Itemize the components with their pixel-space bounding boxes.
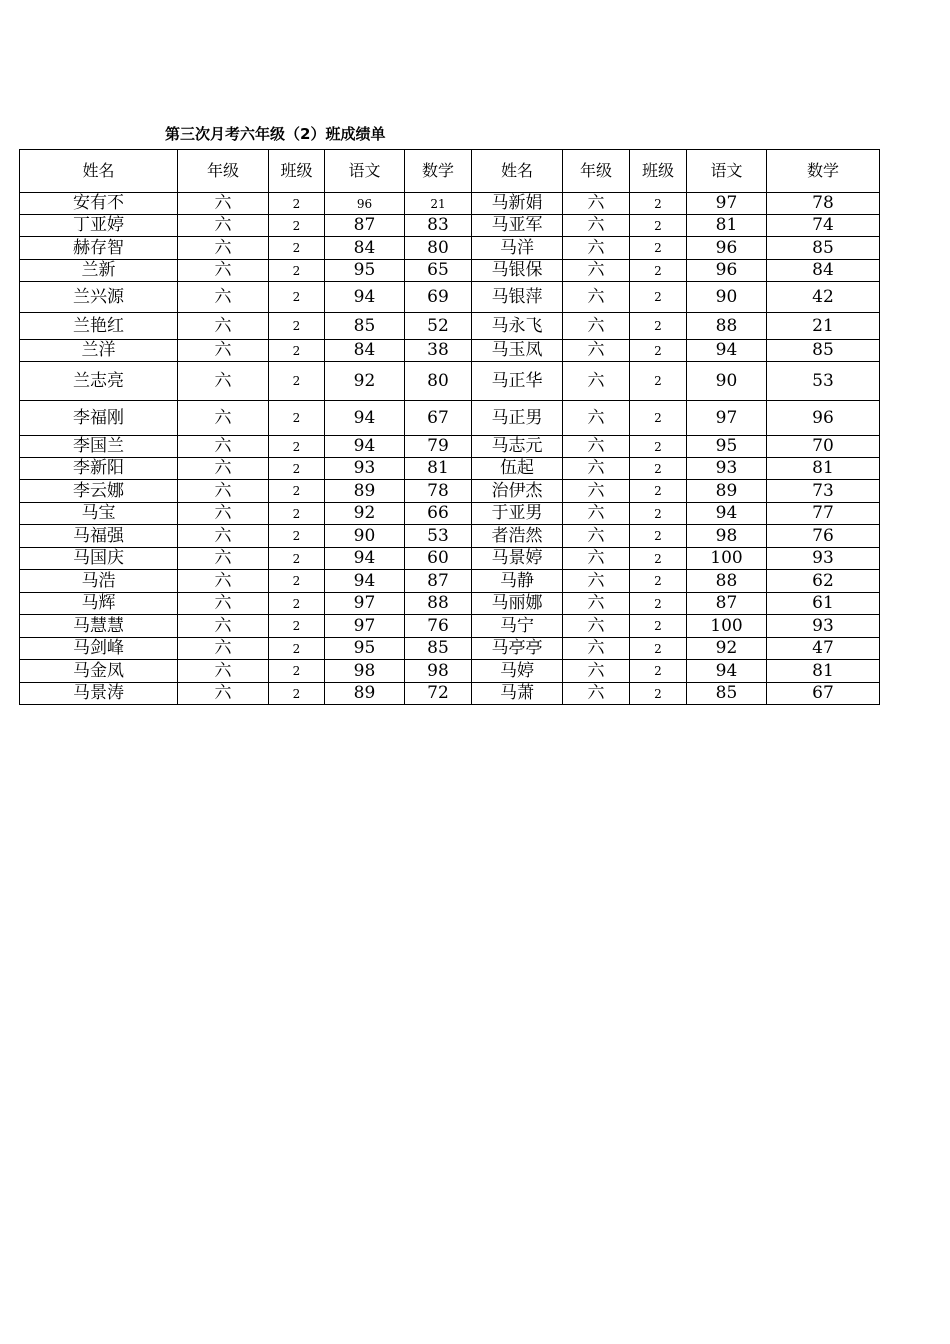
cell-name-right: 马志元 xyxy=(472,436,563,458)
table-row xyxy=(20,548,880,570)
header-grade-right: 年级 xyxy=(563,150,630,193)
table-row xyxy=(20,615,880,638)
table-row xyxy=(20,237,880,260)
cell-class-right: 2 xyxy=(630,638,687,660)
cell-math-right: 93 xyxy=(767,615,880,638)
document-title: 第三次月考六年级（2）班成绩单 xyxy=(165,125,386,143)
cell-class-left: 2 xyxy=(269,193,325,215)
cell-class-left: 2 xyxy=(269,237,325,260)
cell-math-left: 66 xyxy=(405,503,472,525)
cell-chinese-right: 88 xyxy=(687,313,767,340)
cell-chinese-left: 90 xyxy=(325,525,405,548)
cell-grade-right: 六 xyxy=(563,570,630,593)
cell-name-right: 马宁 xyxy=(472,615,563,638)
cell-class-left: 2 xyxy=(269,362,325,401)
cell-class-right: 2 xyxy=(630,683,687,705)
cell-class-left: 2 xyxy=(269,548,325,570)
cell-math-left: 52 xyxy=(405,313,472,340)
cell-class-left: 2 xyxy=(269,615,325,638)
cell-name-left: 李新阳 xyxy=(20,458,178,480)
cell-class-left: 2 xyxy=(269,401,325,436)
cell-grade-left: 六 xyxy=(178,215,269,237)
table-row xyxy=(20,260,880,282)
cell-grade-right: 六 xyxy=(563,615,630,638)
cell-grade-right: 六 xyxy=(563,340,630,362)
cell-grade-left: 六 xyxy=(178,683,269,705)
cell-chinese-left: 89 xyxy=(325,480,405,503)
cell-math-right: 21 xyxy=(767,313,880,340)
cell-name-right: 治伊杰 xyxy=(472,480,563,503)
table-row xyxy=(20,503,880,525)
cell-name-left: 兰志亮 xyxy=(20,362,178,401)
cell-name-right: 马玉凤 xyxy=(472,340,563,362)
cell-grade-left: 六 xyxy=(178,436,269,458)
cell-chinese-left: 94 xyxy=(325,436,405,458)
cell-chinese-right: 95 xyxy=(687,436,767,458)
cell-class-left: 2 xyxy=(269,458,325,480)
cell-name-left: 马宝 xyxy=(20,503,178,525)
cell-grade-right: 六 xyxy=(563,436,630,458)
cell-chinese-left: 92 xyxy=(325,503,405,525)
cell-chinese-left: 94 xyxy=(325,548,405,570)
cell-grade-right: 六 xyxy=(563,282,630,313)
cell-math-right: 74 xyxy=(767,215,880,237)
cell-grade-left: 六 xyxy=(178,458,269,480)
cell-name-right: 马新娟 xyxy=(472,193,563,215)
cell-chinese-right: 97 xyxy=(687,401,767,436)
cell-name-right: 马银保 xyxy=(472,260,563,282)
cell-class-left: 2 xyxy=(269,260,325,282)
cell-name-left: 兰兴源 xyxy=(20,282,178,313)
cell-chinese-left: 89 xyxy=(325,683,405,705)
header-class-right: 班级 xyxy=(630,150,687,193)
cell-math-left: 81 xyxy=(405,458,472,480)
cell-math-left: 38 xyxy=(405,340,472,362)
cell-grade-right: 六 xyxy=(563,683,630,705)
cell-chinese-right: 100 xyxy=(687,548,767,570)
cell-name-left: 赫存智 xyxy=(20,237,178,260)
cell-name-right: 马正华 xyxy=(472,362,563,401)
cell-chinese-right: 94 xyxy=(687,503,767,525)
cell-grade-left: 六 xyxy=(178,570,269,593)
cell-grade-right: 六 xyxy=(563,401,630,436)
cell-grade-right: 六 xyxy=(563,193,630,215)
header-chinese-right: 语文 xyxy=(687,150,767,193)
cell-chinese-left: 92 xyxy=(325,362,405,401)
cell-math-right: 53 xyxy=(767,362,880,401)
cell-class-left: 2 xyxy=(269,340,325,362)
cell-grade-left: 六 xyxy=(178,548,269,570)
cell-grade-left: 六 xyxy=(178,638,269,660)
cell-name-right: 马永飞 xyxy=(472,313,563,340)
cell-chinese-left: 95 xyxy=(325,638,405,660)
cell-name-right: 马亭亭 xyxy=(472,638,563,660)
cell-chinese-right: 90 xyxy=(687,282,767,313)
table-row xyxy=(20,313,880,340)
table-row xyxy=(20,458,880,480)
cell-grade-left: 六 xyxy=(178,340,269,362)
cell-chinese-left: 97 xyxy=(325,615,405,638)
cell-name-left: 兰新 xyxy=(20,260,178,282)
cell-math-left: 78 xyxy=(405,480,472,503)
cell-class-right: 2 xyxy=(630,458,687,480)
header-row xyxy=(20,150,880,193)
table-row xyxy=(20,683,880,705)
cell-class-left: 2 xyxy=(269,525,325,548)
cell-name-left: 马慧慧 xyxy=(20,615,178,638)
cell-name-left: 马剑峰 xyxy=(20,638,178,660)
cell-math-left: 60 xyxy=(405,548,472,570)
table-row xyxy=(20,362,880,401)
cell-math-right: 76 xyxy=(767,525,880,548)
cell-math-right: 77 xyxy=(767,503,880,525)
cell-grade-right: 六 xyxy=(563,458,630,480)
cell-class-right: 2 xyxy=(630,503,687,525)
cell-class-right: 2 xyxy=(630,362,687,401)
cell-math-right: 81 xyxy=(767,458,880,480)
cell-math-left: 76 xyxy=(405,615,472,638)
cell-name-right: 马萧 xyxy=(472,683,563,705)
cell-math-right: 85 xyxy=(767,340,880,362)
cell-name-left: 马国庆 xyxy=(20,548,178,570)
header-grade-left: 年级 xyxy=(178,150,269,193)
cell-class-right: 2 xyxy=(630,313,687,340)
cell-grade-left: 六 xyxy=(178,503,269,525)
cell-chinese-right: 88 xyxy=(687,570,767,593)
cell-name-right: 马景婷 xyxy=(472,548,563,570)
cell-chinese-left: 93 xyxy=(325,458,405,480)
table-row xyxy=(20,525,880,548)
table-row xyxy=(20,593,880,615)
cell-chinese-right: 93 xyxy=(687,458,767,480)
cell-class-left: 2 xyxy=(269,436,325,458)
cell-name-left: 安有不 xyxy=(20,193,178,215)
cell-math-right: 61 xyxy=(767,593,880,615)
cell-math-left: 21 xyxy=(405,193,472,215)
cell-name-left: 丁亚婷 xyxy=(20,215,178,237)
cell-math-right: 73 xyxy=(767,480,880,503)
cell-name-right: 于亚男 xyxy=(472,503,563,525)
cell-class-left: 2 xyxy=(269,660,325,683)
table-row xyxy=(20,215,880,237)
cell-math-right: 47 xyxy=(767,638,880,660)
table-row xyxy=(20,638,880,660)
cell-chinese-right: 94 xyxy=(687,340,767,362)
cell-grade-right: 六 xyxy=(563,638,630,660)
cell-name-right: 马银萍 xyxy=(472,282,563,313)
cell-math-right: 84 xyxy=(767,260,880,282)
cell-grade-left: 六 xyxy=(178,401,269,436)
cell-math-right: 67 xyxy=(767,683,880,705)
table-row xyxy=(20,480,880,503)
cell-math-right: 70 xyxy=(767,436,880,458)
cell-grade-left: 六 xyxy=(178,282,269,313)
cell-name-right: 马静 xyxy=(472,570,563,593)
cell-grade-left: 六 xyxy=(178,593,269,615)
cell-name-left: 马福强 xyxy=(20,525,178,548)
cell-math-left: 98 xyxy=(405,660,472,683)
cell-math-left: 69 xyxy=(405,282,472,313)
cell-grade-left: 六 xyxy=(178,313,269,340)
cell-chinese-left: 94 xyxy=(325,401,405,436)
cell-class-right: 2 xyxy=(630,215,687,237)
cell-chinese-right: 94 xyxy=(687,660,767,683)
cell-chinese-left: 84 xyxy=(325,340,405,362)
cell-class-left: 2 xyxy=(269,503,325,525)
cell-grade-left: 六 xyxy=(178,260,269,282)
cell-class-right: 2 xyxy=(630,436,687,458)
cell-grade-left: 六 xyxy=(178,660,269,683)
cell-name-left: 李国兰 xyxy=(20,436,178,458)
table-row xyxy=(20,340,880,362)
cell-math-left: 85 xyxy=(405,638,472,660)
cell-grade-left: 六 xyxy=(178,615,269,638)
cell-math-left: 79 xyxy=(405,436,472,458)
cell-grade-right: 六 xyxy=(563,260,630,282)
cell-chinese-right: 85 xyxy=(687,683,767,705)
cell-math-left: 87 xyxy=(405,570,472,593)
cell-class-right: 2 xyxy=(630,193,687,215)
cell-math-right: 85 xyxy=(767,237,880,260)
cell-chinese-right: 100 xyxy=(687,615,767,638)
cell-class-left: 2 xyxy=(269,215,325,237)
cell-math-left: 72 xyxy=(405,683,472,705)
cell-name-left: 马辉 xyxy=(20,593,178,615)
cell-grade-left: 六 xyxy=(178,193,269,215)
header-chinese-left: 语文 xyxy=(325,150,405,193)
cell-name-right: 伍起 xyxy=(472,458,563,480)
cell-math-left: 80 xyxy=(405,237,472,260)
grade-table xyxy=(19,149,880,705)
cell-grade-left: 六 xyxy=(178,237,269,260)
cell-chinese-right: 96 xyxy=(687,237,767,260)
table-row xyxy=(20,660,880,683)
cell-class-right: 2 xyxy=(630,340,687,362)
header-math-left: 数学 xyxy=(405,150,472,193)
cell-chinese-left: 94 xyxy=(325,570,405,593)
cell-math-right: 93 xyxy=(767,548,880,570)
cell-class-left: 2 xyxy=(269,570,325,593)
header-class-left: 班级 xyxy=(269,150,325,193)
cell-grade-right: 六 xyxy=(563,660,630,683)
cell-grade-right: 六 xyxy=(563,593,630,615)
cell-grade-right: 六 xyxy=(563,480,630,503)
cell-chinese-left: 97 xyxy=(325,593,405,615)
cell-math-right: 81 xyxy=(767,660,880,683)
table-row xyxy=(20,436,880,458)
cell-class-right: 2 xyxy=(630,237,687,260)
cell-class-right: 2 xyxy=(630,660,687,683)
cell-name-left: 马浩 xyxy=(20,570,178,593)
cell-name-right: 者浩然 xyxy=(472,525,563,548)
cell-grade-left: 六 xyxy=(178,362,269,401)
cell-name-left: 李云娜 xyxy=(20,480,178,503)
cell-math-left: 67 xyxy=(405,401,472,436)
cell-class-right: 2 xyxy=(630,260,687,282)
cell-class-right: 2 xyxy=(630,401,687,436)
cell-class-right: 2 xyxy=(630,282,687,313)
cell-class-right: 2 xyxy=(630,615,687,638)
table-body xyxy=(20,193,880,705)
cell-chinese-left: 94 xyxy=(325,282,405,313)
cell-name-right: 马洋 xyxy=(472,237,563,260)
cell-grade-right: 六 xyxy=(563,548,630,570)
cell-chinese-left: 95 xyxy=(325,260,405,282)
cell-name-left: 兰洋 xyxy=(20,340,178,362)
cell-chinese-right: 87 xyxy=(687,593,767,615)
cell-class-left: 2 xyxy=(269,480,325,503)
cell-grade-right: 六 xyxy=(563,215,630,237)
cell-chinese-right: 90 xyxy=(687,362,767,401)
cell-name-left: 马景涛 xyxy=(20,683,178,705)
cell-chinese-right: 89 xyxy=(687,480,767,503)
cell-grade-right: 六 xyxy=(563,237,630,260)
cell-name-right: 马正男 xyxy=(472,401,563,436)
cell-chinese-left: 96 xyxy=(325,193,405,215)
table-row xyxy=(20,282,880,313)
cell-name-right: 马婷 xyxy=(472,660,563,683)
cell-name-right: 马丽娜 xyxy=(472,593,563,615)
header-name-right: 姓名 xyxy=(472,150,563,193)
cell-grade-right: 六 xyxy=(563,503,630,525)
cell-chinese-left: 98 xyxy=(325,660,405,683)
cell-math-left: 80 xyxy=(405,362,472,401)
table-row xyxy=(20,401,880,436)
cell-chinese-left: 87 xyxy=(325,215,405,237)
cell-chinese-right: 97 xyxy=(687,193,767,215)
cell-class-left: 2 xyxy=(269,313,325,340)
cell-name-left: 李福刚 xyxy=(20,401,178,436)
cell-grade-left: 六 xyxy=(178,525,269,548)
cell-math-right: 96 xyxy=(767,401,880,436)
cell-class-right: 2 xyxy=(630,548,687,570)
cell-chinese-left: 84 xyxy=(325,237,405,260)
cell-grade-right: 六 xyxy=(563,313,630,340)
cell-name-left: 兰艳红 xyxy=(20,313,178,340)
cell-class-left: 2 xyxy=(269,282,325,313)
table-row xyxy=(20,570,880,593)
table-row xyxy=(20,193,880,215)
cell-chinese-right: 96 xyxy=(687,260,767,282)
cell-name-left: 马金凤 xyxy=(20,660,178,683)
cell-class-right: 2 xyxy=(630,570,687,593)
cell-class-right: 2 xyxy=(630,593,687,615)
cell-class-right: 2 xyxy=(630,525,687,548)
cell-class-left: 2 xyxy=(269,683,325,705)
cell-name-right: 马亚军 xyxy=(472,215,563,237)
header-name-left: 姓名 xyxy=(20,150,178,193)
cell-math-right: 78 xyxy=(767,193,880,215)
cell-grade-right: 六 xyxy=(563,362,630,401)
cell-grade-right: 六 xyxy=(563,525,630,548)
cell-class-right: 2 xyxy=(630,480,687,503)
cell-chinese-right: 81 xyxy=(687,215,767,237)
cell-math-right: 42 xyxy=(767,282,880,313)
cell-math-left: 83 xyxy=(405,215,472,237)
cell-grade-left: 六 xyxy=(178,480,269,503)
cell-chinese-left: 85 xyxy=(325,313,405,340)
cell-math-right: 62 xyxy=(767,570,880,593)
header-math-right: 数学 xyxy=(767,150,880,193)
cell-math-left: 53 xyxy=(405,525,472,548)
cell-chinese-right: 98 xyxy=(687,525,767,548)
cell-class-left: 2 xyxy=(269,593,325,615)
cell-class-left: 2 xyxy=(269,638,325,660)
cell-chinese-right: 92 xyxy=(687,638,767,660)
cell-math-left: 88 xyxy=(405,593,472,615)
cell-math-left: 65 xyxy=(405,260,472,282)
